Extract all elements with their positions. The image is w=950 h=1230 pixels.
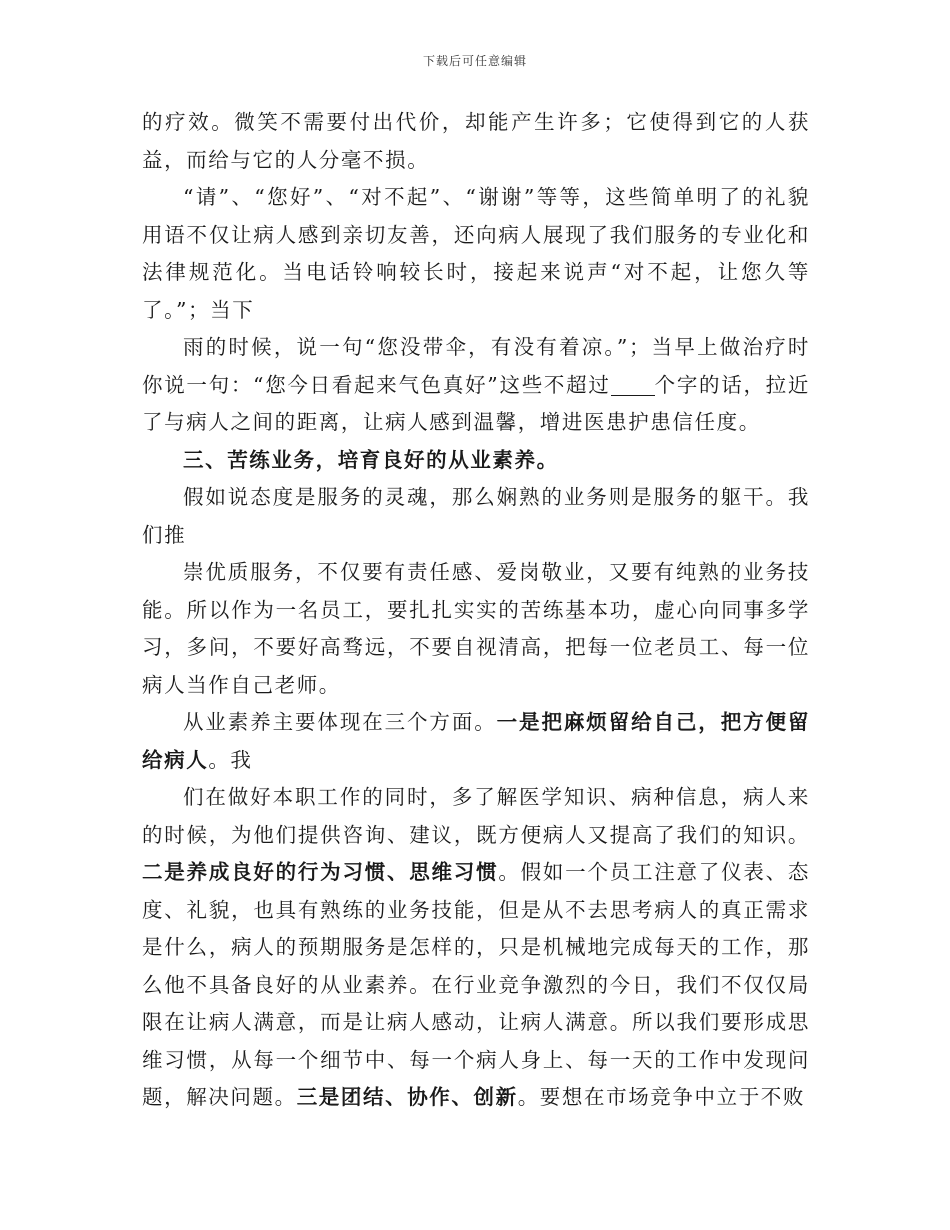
paragraph-7 [142, 704, 810, 779]
point-two-bold: 二是养成良好的行为习惯、思维习惯 [142, 860, 499, 884]
point-one-bold: 一是把麻烦留给自己，把方便留给病人 [142, 710, 810, 772]
document-body [142, 104, 810, 1117]
section-heading: 三、苦练业务，培育良好的从业素养。 [183, 447, 559, 472]
paragraph-3-text-b: 个字的话，拉近了与病人之间的距离，让病人感到温馨，增进医患护患信任度。 [142, 372, 810, 434]
paragraph-6: 崇优质服务，不仅要有责任感、爱岗敬业，又要有纯熟的业务技能。所以作为一名员工，要扎扎实实的苦练基本功，虚心向同事多学习，多问，不要好高骛远，不要自视清高，把每一位老员工、每一位病人当作自己老师。 [142, 560, 810, 697]
paragraph-7-text-a: 从业素养主要体现在三个方面。 [183, 710, 497, 734]
paragraph-5: 假如说态度是服务的灵魂，那么娴熟的业务则是服务的躯干。我们推 [142, 485, 810, 547]
blank-underline [611, 373, 655, 396]
point-three-bold: 三是团结、协作、创新 [296, 1085, 518, 1109]
paragraph-8-text-a: 们在做好本职工作的同时，多了解医学知识、病种信息，病人来的时候，为他们提供咨询、建议，既方便病人又提高了我们的知识。 [142, 785, 810, 847]
paragraph-7-text-c: 。我 [208, 747, 253, 772]
paragraph-1: 的疗效。微笑不需要付出代价，却能产生许多；它使得到它的人获益，而给与它的人分毫不损。 [142, 110, 810, 172]
paragraph-8 [142, 779, 810, 1117]
paragraph-3-text-a: 雨的时候，说一句“您没带伞，有没有着凉。”；当早上做治疗时你说一句：“您今日看起来气色真好”这些不超过 [142, 335, 810, 397]
paragraph-3 [142, 329, 810, 442]
paragraph-2: “请”、“您好”、“对不起”、“谢谢”等等，这些简单明了的礼貌用语不仅让病人感到亲切友善，还向病人展现了我们服务的专业化和法律规范化。当电话铃响较长时，接起来说声“对不起，让您久等了。”；当下 [142, 185, 810, 322]
paragraph-8-text-c: 。假如一个员工注意了仪表、态度、礼貌，也具有熟练的业务技能，但是从不去思考病人的真正需求是什么，病人的预期服务是怎样的，只是机械地完成每天的工作，那么他不具备良好的从业素养。在行业竞争激烈的今日，我们不仅仅局限在让病人满意，而是让病人感动，让病人满意。所以我们要形成思维习惯，从每一个细节中、每一个病人身上、每一天的工作中发现问题，解决问题。 [142, 860, 810, 1109]
paragraph-8-text-e: 。要想在市场竞争中立于不败 [517, 1085, 806, 1109]
page-header: 下载后可任意编辑 [422, 54, 527, 68]
